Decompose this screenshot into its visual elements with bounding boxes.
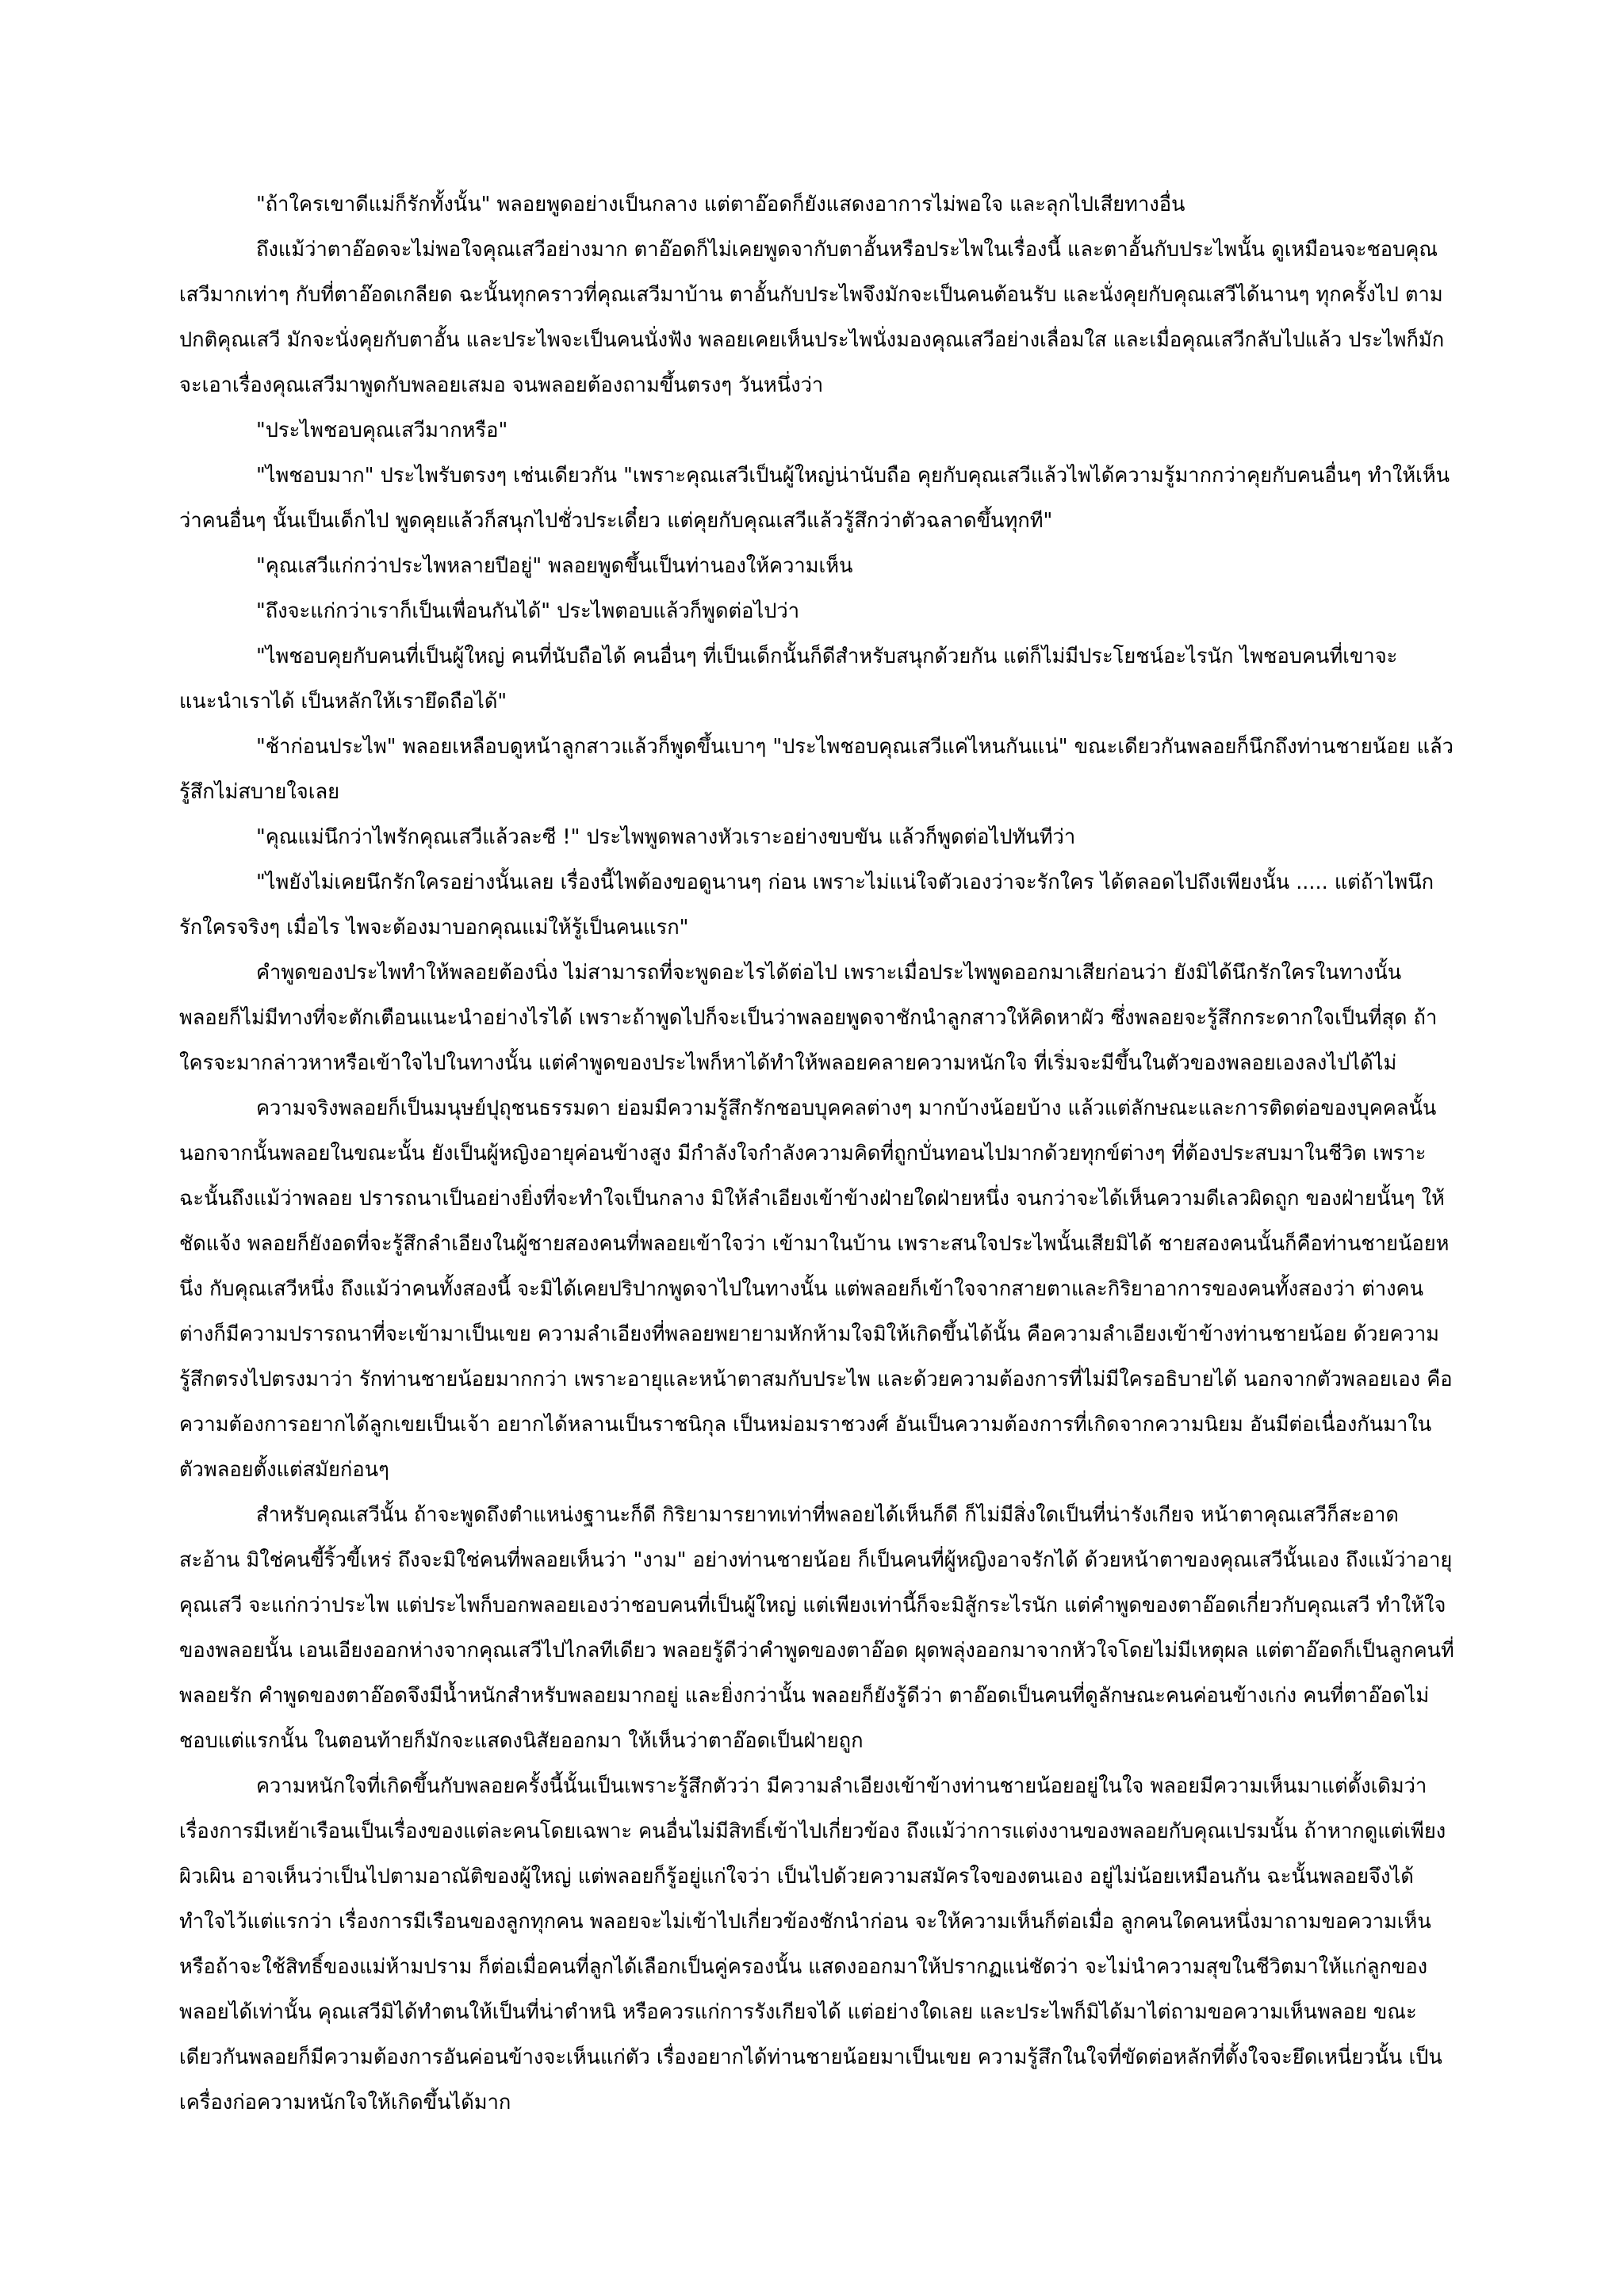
paragraph: สำหรับคุณเสวีนั้น ถ้าจะพูดถึงตำแหน่งฐานะก็ดี กิริยามารยาทเท่าที่พลอยได้เห็นก็ดี ก็ไม่มีสิ่งใดเป็นที่น่ารังเกียจ หน้าตาคุณเสวีก็สะอาดสะอ้าน มิใช่คนขี้ริ้วขี้เหร่ ถึงจะมิใช่คนที่พลอยเห็นว่า "งาม" อย่างท่านชายน้อย ก็เป็นคนที่ผู้หญิงอาจรักได้ ด้วยหน้าตาของคุณเสวีนั้นเอง ถึงแม้ว่าอายุคุณเสวี จะแก่กว่าประไพ แต่ประไพก็บอกพลอยเองว่าชอบคนที่เป็นผู้ใหญ่ แต่เพียงเท่านี้ก็จะมิสู้กระไรนัก แต่คำพูดของตาอ๊อดเกี่ยวกับคุณเสวี ทำให้ใจของพลอยนั้น เอนเอียงออกห่างจากคุณเสวีไปไกลทีเดียว พลอยรู้ดีว่าคำพูดของตาอ๊อด ผุดพลุ่งออกมาจากหัวใจโดยไม่มีเหตุผล แต่ตาอ๊อดก็เป็นลูกคนที่พลอยรัก คำพูดของตาอ๊อดจึงมีน้ำหนักสำหรับพลอยมากอยู่ และยิ่งกว่านั้น พลอยก็ยังรู้ดีว่า ตาอ๊อดเป็นคนที่ดูลักษณะคนค่อนข้างเก่ง คนที่ตาอ๊อดไม่ชอบแต่แรกนั้น ในตอนท้ายก็มักจะแสดงนิสัยออกมา ให้เห็นว่าตาอ๊อดเป็นฝ่ายถูก (179, 1503, 1454, 1753)
paragraph: คำพูดของประไพทำให้พลอยต้องนิ่ง ไม่สามารถที่จะพูดอะไรได้ต่อไป เพราะเมื่อประไพพูดออกมาเสียก่อนว่า ยังมิได้นึกรักใครในทางนั้น พลอยก็ไม่มีทางที่จะตักเตือนแนะนำอย่างไรได้ เพราะถ้าพูดไปก็จะเป็นว่าพลอยพูดจาชักนำลูกสาวให้คิดหาผัว ซึ่งพลอยจะรู้สึกกระดากใจเป็นที่สุด ถ้าใครจะมากล่าวหาหรือเข้าใจไปในทางนั้น แต่คำพูดของประไพก็หาได้ทำให้พลอยคลายความหนักใจ ที่เริ่มจะมีขึ้นในตัวของพลอยเองลงไปได้ไม่ (179, 961, 1438, 1075)
paragraph: "ไพยังไม่เคยนึกรักใครอย่างนั้นเลย เรื่องนี้ไพต้องขอดูนานๆ ก่อน เพราะไม่แน่ใจตัวเองว่าจะรักใคร ได้ตลอดไปถึงเพียงนั้น ..... แต่ถ้าไพนึกรักใครจริงๆ เมื่อไร ไพจะต้องมาบอกคุณแม่ให้รู้เป็นคนแรก" (179, 871, 1434, 939)
paragraph: "คุณเสวีแก่กว่าประไพหลายปีอยู่" พลอยพูดขึ้นเป็นท่านองให้ความเห็น (256, 554, 853, 578)
paragraph: "ประไพชอบคุณเสวีมากหรือ" (256, 419, 508, 442)
paragraph: "ไพชอบมาก" ประไพรับตรงๆ เช่นเดียวกัน "เพราะคุณเสวีเป็นผู้ใหญ่น่านับถือ คุยกับคุณเสวีแล้วไพได้ความรู้มากกว่าคุยกับคนอื่นๆ ทำให้เห็นว่าคนอื่นๆ นั้นเป็นเด็กไป พูดคุยแล้วก็สนุกไปชั่วประเดี๋ยว แต่คุยกับคุณเสวีแล้วรู้สึกว่าตัวฉลาดขึ้นทุกที" (179, 464, 1450, 533)
paragraph: ความหนักใจที่เกิดขึ้นกับพลอยครั้งนี้นั้นเป็นเพราะรู้สึกตัวว่า มีความลำเอียงเข้าข้างท่านชายน้อยอยู่ในใจ พลอยมีความเห็นมาแต่ดั้งเดิมว่า เรื่องการมีเหย้าเรือนเป็นเรื่องของแต่ละคนโดยเฉพาะ คนอื่นไม่มีสิทธิ์เข้าไปเกี่ยวข้อง ถึงแม้ว่าการแต่งงานของพลอยกับคุณเปรมนั้น ถ้าหากดูแต่เพียงผิวเผิน อาจเห็นว่าเป็นไปตามอาณัติของผู้ใหญ่ แต่พลอยก็รู้อยู่แก่ใจว่า เป็นไปด้วยความสมัครใจของตนเอง อยู่ไม่น้อยเหมือนกัน ฉะนั้นพลอยจึงได้ทำใจไว้แต่แรกว่า เรื่องการมีเรือนของลูกทุกคน พลอยจะไม่เข้าไปเกี่ยวข้องชักนำก่อน จะให้ความเห็นก็ต่อเมื่อ ลูกคนใดคนหนึ่งมาถามขอความเห็น หรือถ้าจะใช้สิทธิ์ของแม่ห้ามปราม ก็ต่อเมื่อคนที่ลูกได้เลือกเป็นคู่ครองนั้น แสดงออกมาให้ปรากฏแน่ชัดว่า จะไม่นำความสุขในชีวิตมาให้แก่ลูกของพลอยได้เท่านั้น คุณเสวีมิได้ทำตนให้เป็นที่น่าตำหนิ หรือควรแก่การรังเกียจได้ แต่อย่างใดเลย และประไพก็มิได้มาไต่ถามขอความเห็นพลอย ขณะเดียวกันพลอยก็มีความต้องการอันค่อนข้างจะเห็นแก่ตัว เรื่องอยากได้ท่านชายน้อยมาเป็นเขย ความรู้สึกในใจที่ขัดต่อหลักที่ตั้งใจจะยึดเหนี่ยวนั้น เป็นเครื่องก่อความหนักใจให้เกิดขึ้นได้มาก (179, 1774, 1446, 2114)
paragraph: "ถ้าใครเขาดีแม่ก็รักทั้งนั้น" พลอยพูดอย่างเป็นกลาง แต่ตาอ๊อดก็ยังแสดงอาการไม่พอใจ และลุกไปเสียทางอื่น (256, 193, 1185, 216)
document-body (179, 182, 1454, 2126)
paragraph: "ถึงจะแก่กว่าเราก็เป็นเพื่อนกันได้" ประไพตอบแล้วก็พูดต่อไปว่า (256, 599, 800, 623)
paragraph: ถึงแม้ว่าตาอ๊อดจะไม่พอใจคุณเสวีอย่างมาก ตาอ๊อดก็ไม่เคยพูดจากับตาอั้นหรือประไพในเรื่องนี้ และตาอั้นกับประไพนั้น ดูเหมือนจะชอบคุณเสวีมากเท่าๆ กับที่ตาอ๊อดเกลียด ฉะนั้นทุกคราวที่คุณเสวีมาบ้าน ตาอั้นกับประไพจึงมักจะเป็นคนต้อนรับ และนั่งคุยกับคุณเสวีได้นานๆ ทุกครั้งไป ตามปกติคุณเสวี มักจะนั่งคุยกับตาอั้น และประไพจะเป็นคนนั่งฟัง พลอยเคยเห็นประไพนั่งมองคุณเสวีอย่างเลื่อมใส และเมื่อคุณเสวีกลับไปแล้ว ประไพก็มักจะเอาเรื่องคุณเสวีมาพูดกับพลอยเสมอ จนพลอยต้องถามขึ้นตรงๆ วันหนึ่งว่า (179, 238, 1445, 397)
paragraph: "ไพชอบคุยกับคนที่เป็นผู้ใหญ่ คนที่นับถือได้ คนอื่นๆ ที่เป็นเด็กนั้นก็ดีสำหรับสนุกด้วยกัน แต่ก็ไม่มีประโยชน์อะไรนัก ไพชอบคนที่เขาจะแนะนำเราได้ เป็นหลักให้เรายึดถือได้" (179, 645, 1398, 714)
paragraph: "ช้าก่อนประไพ" พลอยเหลือบดูหน้าลูกสาวแล้วก็พูดขึ้นเบาๆ "ประไพชอบคุณเสวีแค่ไหนกันแน่" ขณะเดียวกันพลอยก็นึกถึงท่านชายน้อย แล้วรู้สึกไม่สบายใจเลย (179, 735, 1454, 804)
paragraph: "คุณแม่นึกว่าไพรักคุณเสวีแล้วละซี !" ประไพพูดพลางหัวเราะอย่างขบขัน แล้วก็พูดต่อไปทันทีว่า (256, 825, 1076, 849)
paragraph: ความจริงพลอยก็เป็นมนุษย์ปุถุชนธรรมดา ย่อมมีความรู้สึกรักชอบบุคคลต่างๆ มากบ้างน้อยบ้าง แล้วแต่ลักษณะและการติดต่อของบุคคลนั้น นอกจากนั้นพลอยในขณะนั้น ยังเป็นผู้หญิงอายุค่อนข้างสูง มีกำลังใจกำลังความคิดที่ถูกบั่นทอนไปมากด้วยทุกข์ต่างๆ ที่ต้องประสบมาในชีวิต เพราะฉะนั้นถึงแม้ว่าพลอย ปรารถนาเป็นอย่างยิ่งที่จะทำใจเป็นกลาง มิให้ลำเอียงเข้าข้างฝ่ายใดฝ่ายหนึ่ง จนกว่าจะได้เห็นความดีเลวผิดถูก ของฝ่ายนั้นๆ ให้ชัดแจ้ง พลอยก็ยังอดที่จะรู้สึกลำเอียงในผู้ชายสองคนที่พลอยเข้าใจว่า เข้ามาในบ้าน เพราะสนใจประไพนั้นเสียมิได้ ชายสองคนนั้นก็คือท่านชายน้อยหนึ่ง กับคุณเสวีหนึ่ง ถึงแม้ว่าคนทั้งสองนี้ จะมิได้เคยปริปากพูดจาไปในทางนั้น แต่พลอยก็เข้าใจจากสายตาและกิริยาอาการของคนทั้งสองว่า ต่างคนต่างก็มีความปรารถนาที่จะเข้ามาเป็นเขย ความลำเอียงที่พลอยพยายามหักห้ามใจมิให้เกิดขึ้นได้นั้น คือความลำเอียงเข้าข้างท่านชายน้อย ด้วยความรู้สึกตรงไปตรงมาว่า รักท่านชายน้อยมากกว่า เพราะอายุและหน้าตาสมกับประไพ และด้วยความต้องการที่ไม่มีใครอธิบายได้ นอกจากตัวพลอยเอง คือความต้องการอยากได้ลูกเขยเป็นเจ้า อยากได้หลานเป็นราชนิกุล เป็นหม่อมราชวงศ์ อันเป็นความต้องการที่เกิดจากความนิยม อันมีต่อเนื่องกันมาในตัวพลอยตั้งแต่สมัยก่อนๆ (179, 1096, 1453, 1482)
